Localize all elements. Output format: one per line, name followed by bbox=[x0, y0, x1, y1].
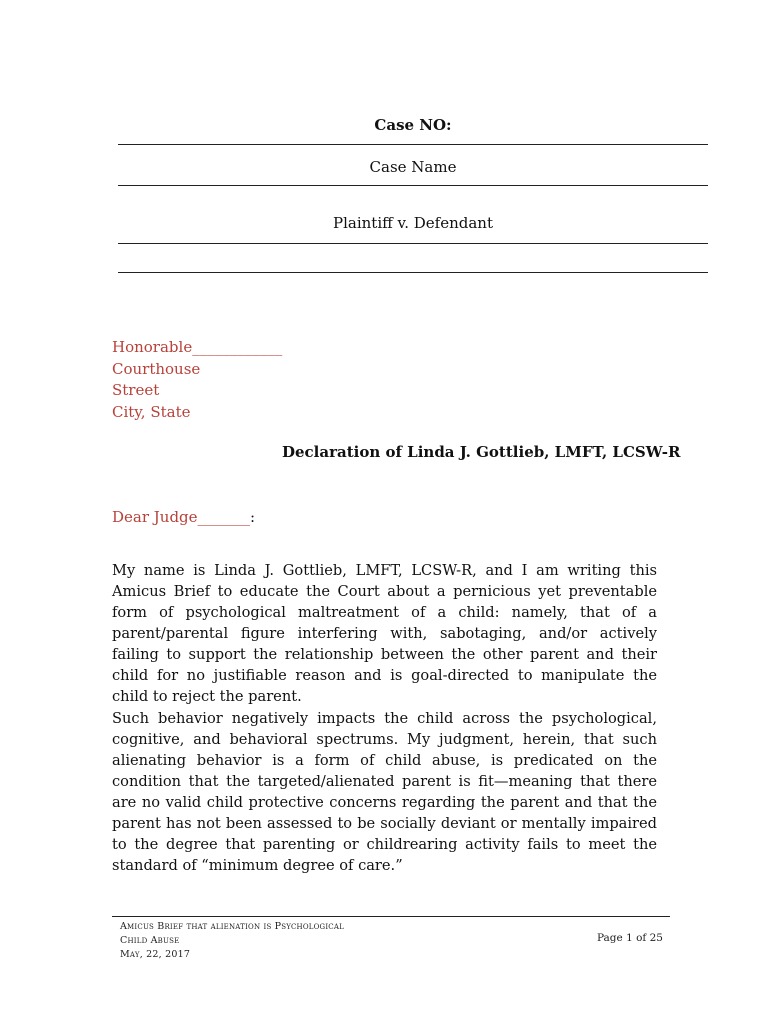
salutation-text: Dear Judge_______ bbox=[112, 508, 251, 526]
address-courthouse: Courthouse bbox=[112, 359, 201, 378]
divider-line bbox=[118, 185, 708, 186]
address-street: Street bbox=[112, 381, 160, 399]
divider-line bbox=[118, 144, 708, 145]
court-address-block bbox=[112, 337, 282, 423]
divider-line bbox=[118, 243, 708, 244]
body-paragraph: My name is Linda J. Gottlieb, LMFT, LCSW-R, and I am writing this Amicus Brief to educate the Court about a pernicious yet preventable form of psychological maltreatment of a child: namely, that of a parent/parental figure interfering with, sabotaging, and/or actively failing to support the relationship between the other parent and their child for no justifiable reason and is goal-directed to manipulate the child to reject the parent. bbox=[112, 562, 657, 705]
address-city-state: City, State bbox=[112, 402, 191, 421]
footer-date: May, 22, 2017 bbox=[120, 949, 191, 960]
salutation-colon: : bbox=[250, 508, 256, 526]
case-number-label: Case NO: bbox=[374, 116, 452, 134]
declaration-title: Declaration of Linda J. Gottlieb, LMFT, LCSW-R bbox=[282, 443, 681, 461]
salutation bbox=[112, 508, 255, 526]
page-number: Page 1 of 25 bbox=[596, 932, 663, 944]
body-paragraph: Such behavior negatively impacts the child across the psychological, cognitive, and behavioral spectrums. My judgment, herein, that such alienating behavior is a form of child abuse, is predicated on the condition that the targeted/alienated parent is fit—meaning that there are no valid child protective concerns regarding the parent and that the parent has not been assessed to be socially deviant or mentally impaired to the degree that parenting or childrearing activity fails to meet the standard of “minimum degree of care.” bbox=[112, 710, 657, 874]
footer-document-info bbox=[120, 920, 344, 962]
divider-line bbox=[118, 272, 708, 273]
address-honorable: Honorable____________ bbox=[112, 338, 283, 356]
footer-title-line2: Child Abuse bbox=[120, 935, 180, 946]
footer-divider bbox=[112, 916, 670, 917]
case-name: Case Name bbox=[369, 158, 457, 176]
case-parties: Plaintiff v. Defendant bbox=[333, 214, 493, 232]
footer-title-line1: Amicus Brief that alienation is Psychological bbox=[120, 921, 344, 932]
